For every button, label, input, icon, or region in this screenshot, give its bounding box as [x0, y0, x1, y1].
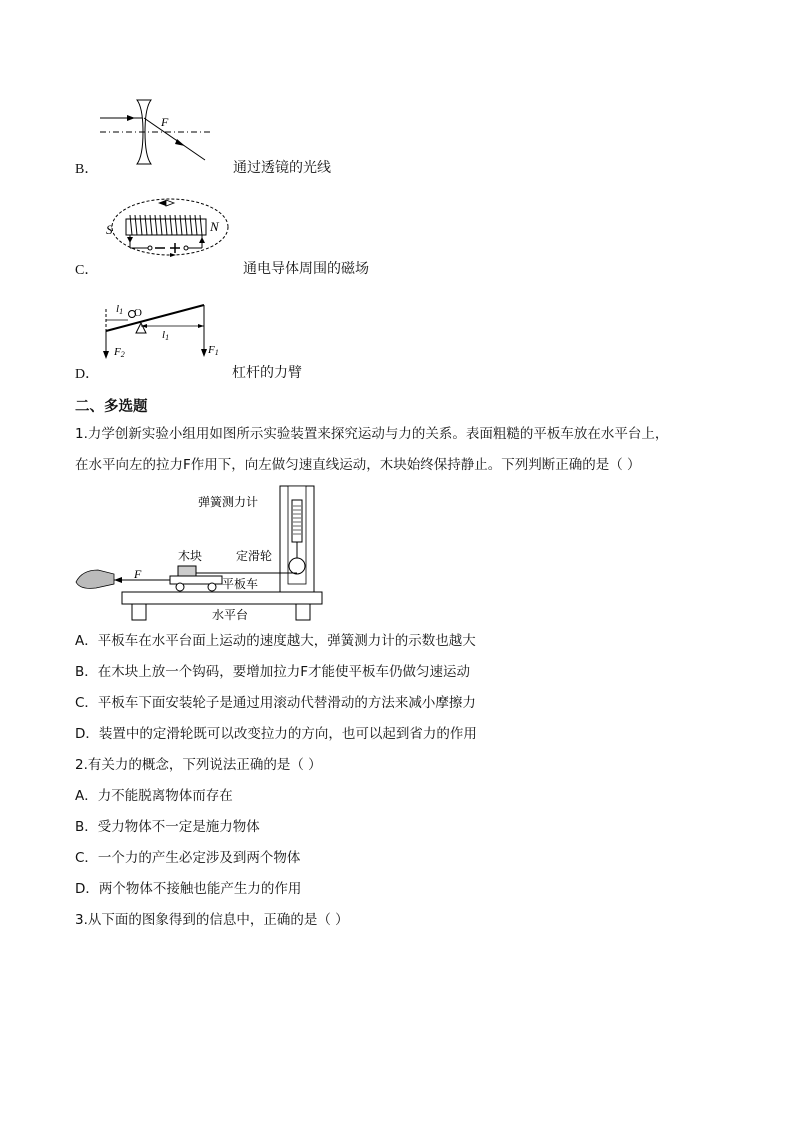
lens-figure [95, 98, 215, 168]
lever-figure [96, 297, 231, 375]
q2-option-c: C．一个力的产生必定涉及到两个物体 [75, 850, 301, 866]
q1-stem-line1: 1.力学创新实验小组用如图所示实验装置来探究运动与力的关系。表面粗糙的平板车放在水平台上， [75, 426, 669, 442]
arm-l2-label: l1 [116, 303, 124, 316]
option-letter-d: D． [75, 367, 100, 382]
apparatus-figure [74, 484, 334, 624]
pull-force-label: F [134, 567, 142, 581]
focus-label: F [161, 115, 169, 129]
q3-stem: 3.从下面的图象得到的信息中，正确的是（ ） [75, 912, 349, 928]
q1-option-c: C．平板车下面安装轮子是通过用滚动代替滑动的方法来减小摩擦力 [75, 695, 476, 711]
q1-stem-line2: 在水平向左的拉力F作用下，向左做匀速直线运动，木块始终保持静止。下列判断正确的是（ ） [75, 457, 641, 473]
option-d-caption: 杠杆的力臂 [232, 365, 302, 381]
north-pole-label: N [210, 219, 219, 234]
cart-label: 平板车 [222, 577, 259, 591]
q2-stem: 2.有关力的概念，下列说法正确的是（ ） [75, 757, 322, 773]
option-b-caption: 通过透镜的光线 [233, 160, 331, 176]
option-letter-b: B． [75, 162, 99, 177]
q1-option-d: D．装置中的定滑轮既可以改变拉力的方向，也可以起到省力的作用 [75, 726, 477, 742]
option-c-caption: 通电导体周围的磁场 [243, 261, 369, 277]
pivot-label: O [134, 307, 142, 319]
section-title: 二、多选题 [75, 399, 148, 415]
force-f2-label: F2 [114, 346, 125, 359]
arm-l1-label: l1 [162, 329, 170, 342]
q2-option-a: A．力不能脱离物体而存在 [75, 788, 233, 804]
q1-option-a: A．平板车在水平台面上运动的速度越大，弹簧测力计的示数也越大 [75, 633, 476, 649]
solenoid-figure [100, 193, 240, 268]
spring-scale-label: 弹簧测力计 [198, 495, 259, 509]
pulley-label: 定滑轮 [236, 549, 273, 563]
south-pole-label: S [106, 222, 113, 237]
q2-option-b: B．受力物体不一定是施力物体 [75, 819, 260, 835]
option-letter-c: C． [75, 263, 99, 278]
block-label: 木块 [178, 549, 203, 563]
q1-option-b: B．在木块上放一个钩码，要增加拉力F才能使平板车仍做匀速运动 [75, 664, 471, 680]
q2-option-d: D．两个物体不接触也能产生力的作用 [75, 881, 302, 897]
force-f1-label: F1 [208, 344, 219, 357]
table-label: 水平台 [212, 608, 249, 622]
